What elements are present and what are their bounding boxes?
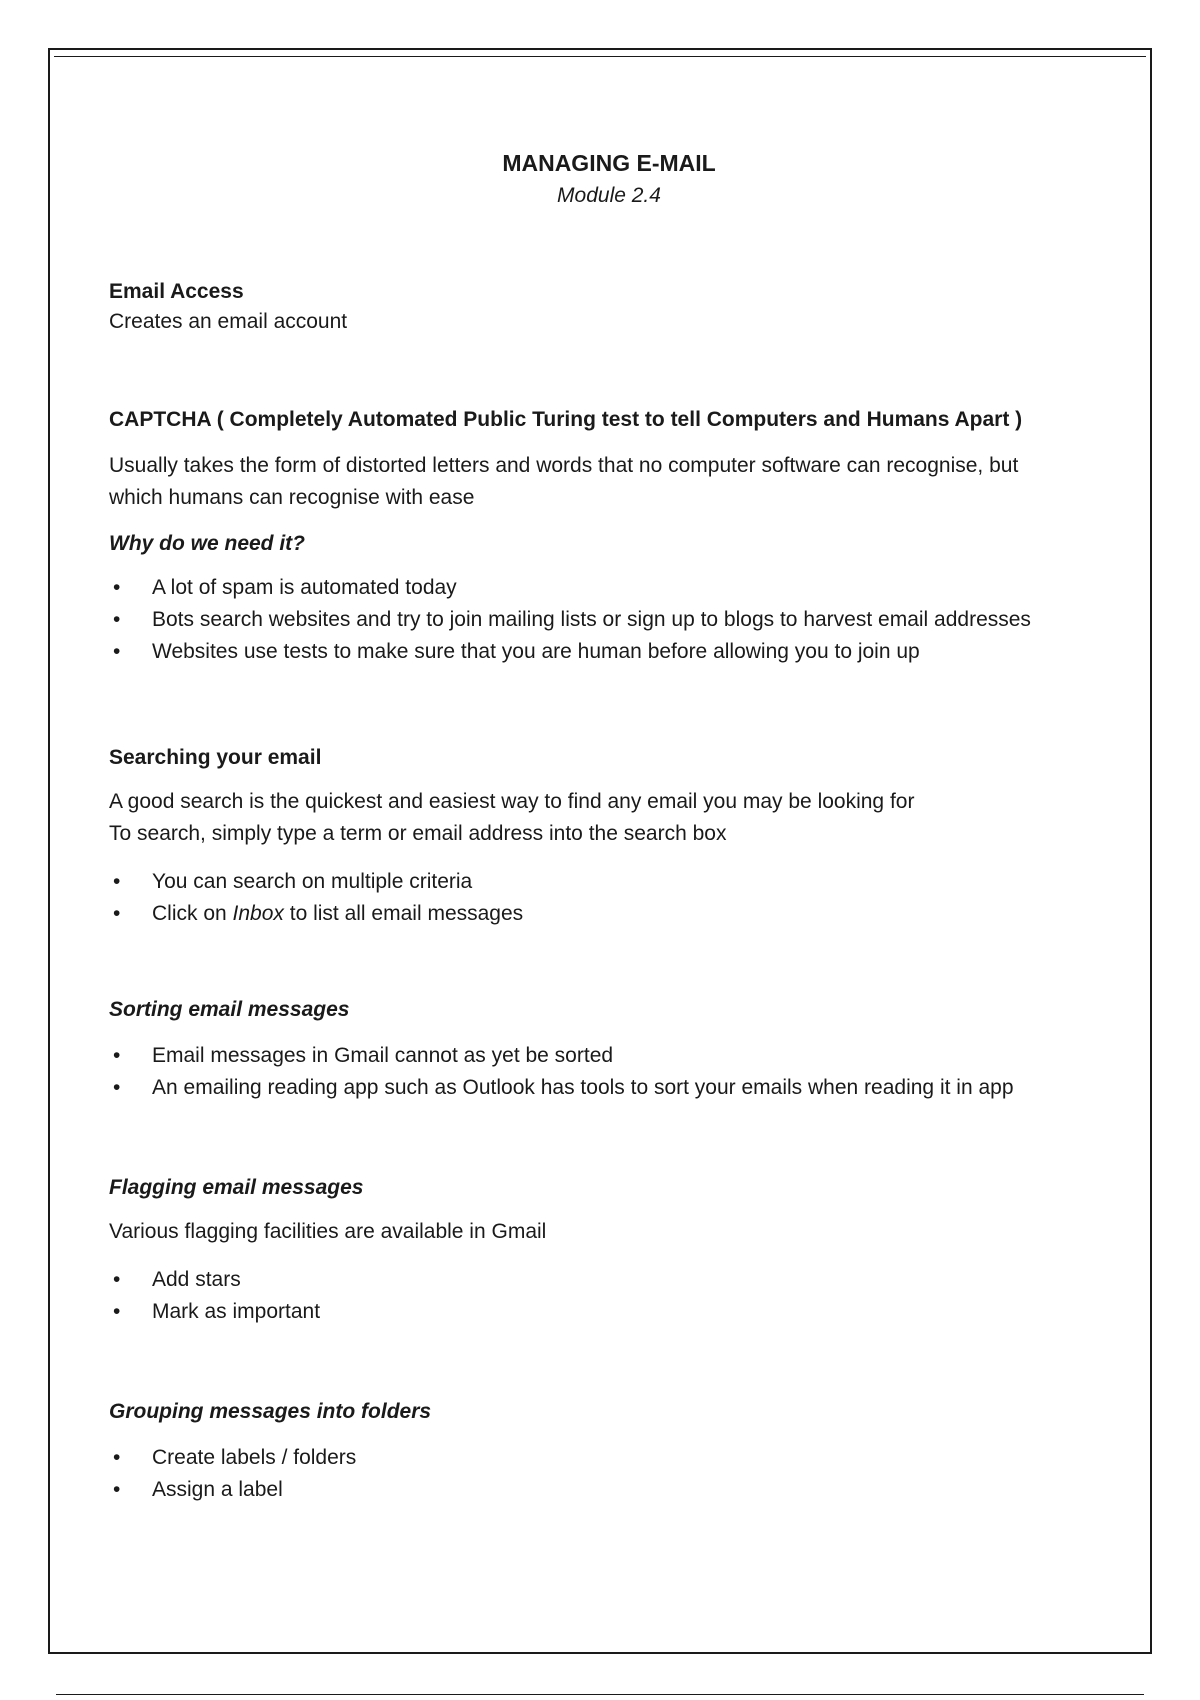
bullet-list	[109, 1264, 1109, 1328]
section-heading: Flagging email messages	[109, 1176, 364, 1199]
bullet-list	[109, 572, 1109, 668]
section-email-access	[109, 278, 1109, 338]
section-heading: Searching your email	[109, 746, 322, 769]
list-item: • Websites use tests to make sure that you are human before allowing you to join up	[109, 636, 1109, 668]
bullet-list	[109, 1442, 1109, 1506]
section-heading: CAPTCHA ( Completely Automated Public Turing test to tell Computers and Humans Apart )	[109, 408, 1023, 431]
list-item: • Email messages in Gmail cannot as yet be sorted	[109, 1040, 1109, 1072]
bullet-list	[109, 866, 1109, 930]
section-searching	[109, 744, 1109, 930]
page-border-inner-line	[54, 56, 1146, 57]
section-grouping	[109, 1398, 1109, 1506]
section-heading: Grouping messages into folders	[109, 1400, 432, 1423]
list-item: • Create labels / folders	[109, 1442, 1109, 1474]
section-text-line: which humans can recognise with ease	[109, 486, 475, 509]
list-item: • Add stars	[109, 1264, 1109, 1296]
section-text-line: To search, simply type a term or email address into the search box	[109, 822, 727, 845]
list-item: • Bots search websites and try to join mailing lists or sign up to blogs to harvest email addresses	[109, 604, 1109, 636]
list-item: • An emailing reading app such as Outlook has tools to sort your emails when reading it in app	[109, 1072, 1109, 1104]
section-text: Creates an email account	[109, 310, 348, 333]
section-heading: Email Access	[109, 280, 244, 303]
section-text-line: Usually takes the form of distorted letters and words that no computer software can recognise, but	[109, 454, 1019, 477]
list-item-text: Click on	[152, 902, 233, 925]
inbox-emphasis: Inbox	[232, 902, 284, 925]
bullet-list	[109, 1040, 1109, 1104]
section-subheading: Why do we need it?	[109, 532, 306, 555]
list-item: • Mark as important	[109, 1296, 1109, 1328]
page-title: MANAGING E-MAIL	[502, 150, 716, 176]
section-heading: Sorting email messages	[109, 998, 350, 1021]
list-item: • You can search on multiple criteria	[109, 866, 1109, 898]
section-captcha	[109, 406, 1109, 668]
list-item-text: to list all email messages	[283, 902, 524, 925]
section-sorting	[109, 996, 1109, 1104]
list-item: • A lot of spam is automated today	[109, 572, 1109, 604]
section-text: Various flagging facilities are available in Gmail	[109, 1220, 547, 1243]
section-text-line: A good search is the quickest and easiest way to find any email you may be looking for	[109, 790, 915, 813]
section-flagging	[109, 1174, 1109, 1328]
footer-rule	[56, 1694, 1144, 1695]
list-item: • Assign a label	[109, 1474, 1109, 1506]
page-subtitle: Module 2.4	[557, 184, 661, 207]
list-item	[109, 898, 1109, 930]
